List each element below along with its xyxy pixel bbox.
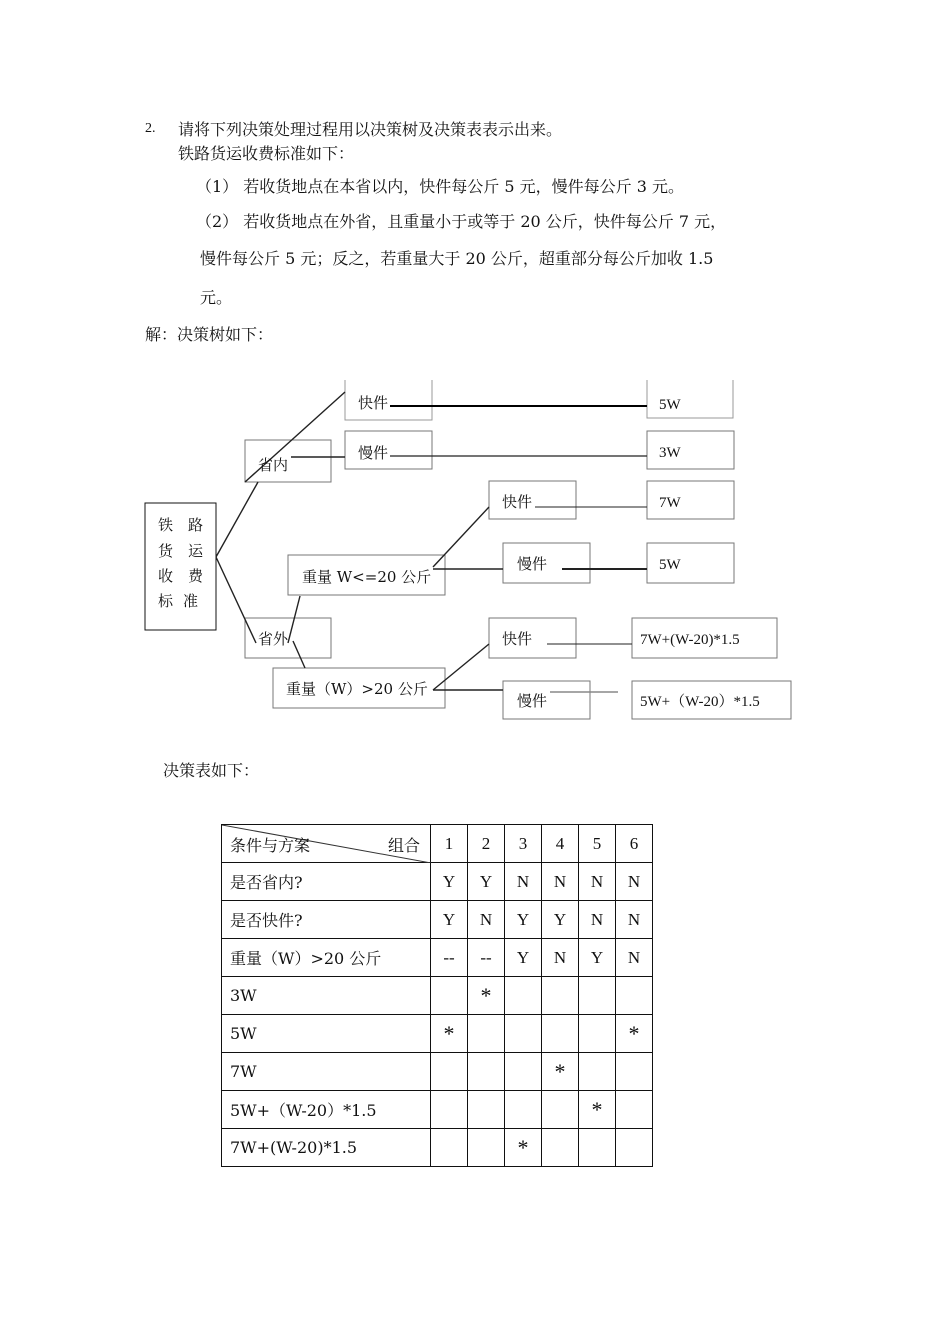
root-char: 费 [188,567,204,585]
rule-2-line-1: （2） 若收货地点在外省，且重量小于或等于 20 公斤，快件每公斤 7 元， [196,212,727,231]
question-subtitle: 铁路货运收费标准如下： [178,144,355,163]
root-char: 铁 [158,516,174,534]
answer-intro: 解：决策树如下： [145,325,274,344]
table-cell: N [616,939,653,977]
table-cell [468,1015,505,1053]
table-cell: Y [431,901,468,939]
table-cell [542,1015,579,1053]
weight-le-label: 重量 W<=20 公斤 [302,568,432,586]
table-cell [431,1091,468,1129]
column-header: 4 [542,825,579,863]
table-row [222,1015,653,1053]
table-cell: * [542,1053,579,1091]
table-cell [579,1053,616,1091]
table-cell: * [616,1015,653,1053]
le-slow-label: 慢件 [517,555,548,573]
table-cell: -- [431,939,468,977]
root-char: 收 [158,567,174,585]
column-header: 3 [505,825,542,863]
table-cell [542,977,579,1015]
table-cell [616,977,653,1015]
table-cell [468,1053,505,1091]
table-cell: * [431,1015,468,1053]
root-char: 标 [158,592,174,610]
root-char: 运 [188,542,204,560]
result-le-slow: 5W [659,557,681,573]
question-title: 请将下列决策处理过程用以决策树及决策表表示出来。 [178,120,563,139]
row-label: 3W [222,977,431,1015]
table-row [222,1129,653,1167]
table-cell: Y [542,901,579,939]
column-header: 1 [431,825,468,863]
in-province-label: 省内 [258,456,289,474]
row-label: 是否快件? [222,901,431,939]
table-cell: Y [505,939,542,977]
column-header: 5 [579,825,616,863]
table-cell [468,1129,505,1167]
row-label: 是否省内? [222,863,431,901]
in-fast-label: 快件 [358,394,389,412]
table-cell [505,1053,542,1091]
table-cell: N [468,901,505,939]
question-number: 2. [145,121,156,136]
table-cell: * [505,1129,542,1167]
row-label: 5W+（W-20）*1.5 [222,1091,431,1129]
column-header: 2 [468,825,505,863]
result-gt-fast: 7W+(W-20)*1.5 [640,632,740,648]
root-char: 货 [158,542,174,560]
table-row [222,901,653,939]
result-gt-slow: 5W+（W-20）*1.5 [640,694,760,710]
weight-gt-label: 重量（W）>20 公斤 [286,680,428,698]
table-cell [431,1129,468,1167]
table-cell [616,1129,653,1167]
header-right-label: 组合 [387,836,420,855]
gt-slow-label: 慢件 [517,692,548,710]
table-cell [579,1015,616,1053]
table-cell [468,1091,505,1129]
table-cell: N [616,901,653,939]
column-header: 6 [616,825,653,863]
table-cell: N [579,863,616,901]
table-cell [579,977,616,1015]
table-header-row [222,825,653,863]
table-row [222,1091,653,1129]
le-fast-label: 快件 [502,493,533,511]
in-slow-label: 慢件 [358,444,389,462]
table-cell [505,1015,542,1053]
out-province-label: 省外 [258,630,289,648]
table-cell: Y [431,863,468,901]
result-in-fast: 5W [659,397,681,413]
rule-1: （1） 若收货地点在本省以内，快件每公斤 5 元，慢件每公斤 3 元。 [196,177,684,196]
root-char: 准 [183,592,199,610]
rule-2-line-2: 慢件每公斤 5 元；反之，若重量大于 20 公斤，超重部分每公斤加收 1.5 [200,249,714,268]
table-cell [431,977,468,1015]
table-cell [616,1053,653,1091]
table-cell [542,1129,579,1167]
table-row [222,1053,653,1091]
table-cell [505,1091,542,1129]
decision-table [221,824,653,1167]
table-cell: N [616,863,653,901]
table-cell: N [579,901,616,939]
result-le-fast: 7W [659,495,681,511]
result-in-slow: 3W [659,445,681,461]
table-cell: -- [468,939,505,977]
row-label: 5W [222,1015,431,1053]
table-cell: N [505,863,542,901]
table-cell [579,1129,616,1167]
table-cell [542,1091,579,1129]
table-intro: 决策表如下： [163,761,260,780]
table-cell: Y [468,863,505,901]
table-cell: N [542,939,579,977]
tree-root-box [145,503,216,630]
table-cell [431,1053,468,1091]
table-row [222,863,653,901]
header-left-label: 条件与方案 [230,836,311,855]
table-row [222,939,653,977]
table-cell: Y [579,939,616,977]
root-char: 路 [188,516,204,534]
table-cell: * [579,1091,616,1129]
table-cell: N [542,863,579,901]
table-cell [505,977,542,1015]
table-row [222,977,653,1015]
table-cell: Y [505,901,542,939]
rule-2-line-3: 元。 [200,288,233,307]
row-label: 重量（W）>20 公斤 [222,939,431,977]
table-corner-cell [222,825,431,863]
gt-fast-label: 快件 [502,630,533,648]
row-label: 7W+(W-20)*1.5 [222,1129,431,1167]
row-label: 7W [222,1053,431,1091]
table-cell [616,1091,653,1129]
table-cell: * [468,977,505,1015]
